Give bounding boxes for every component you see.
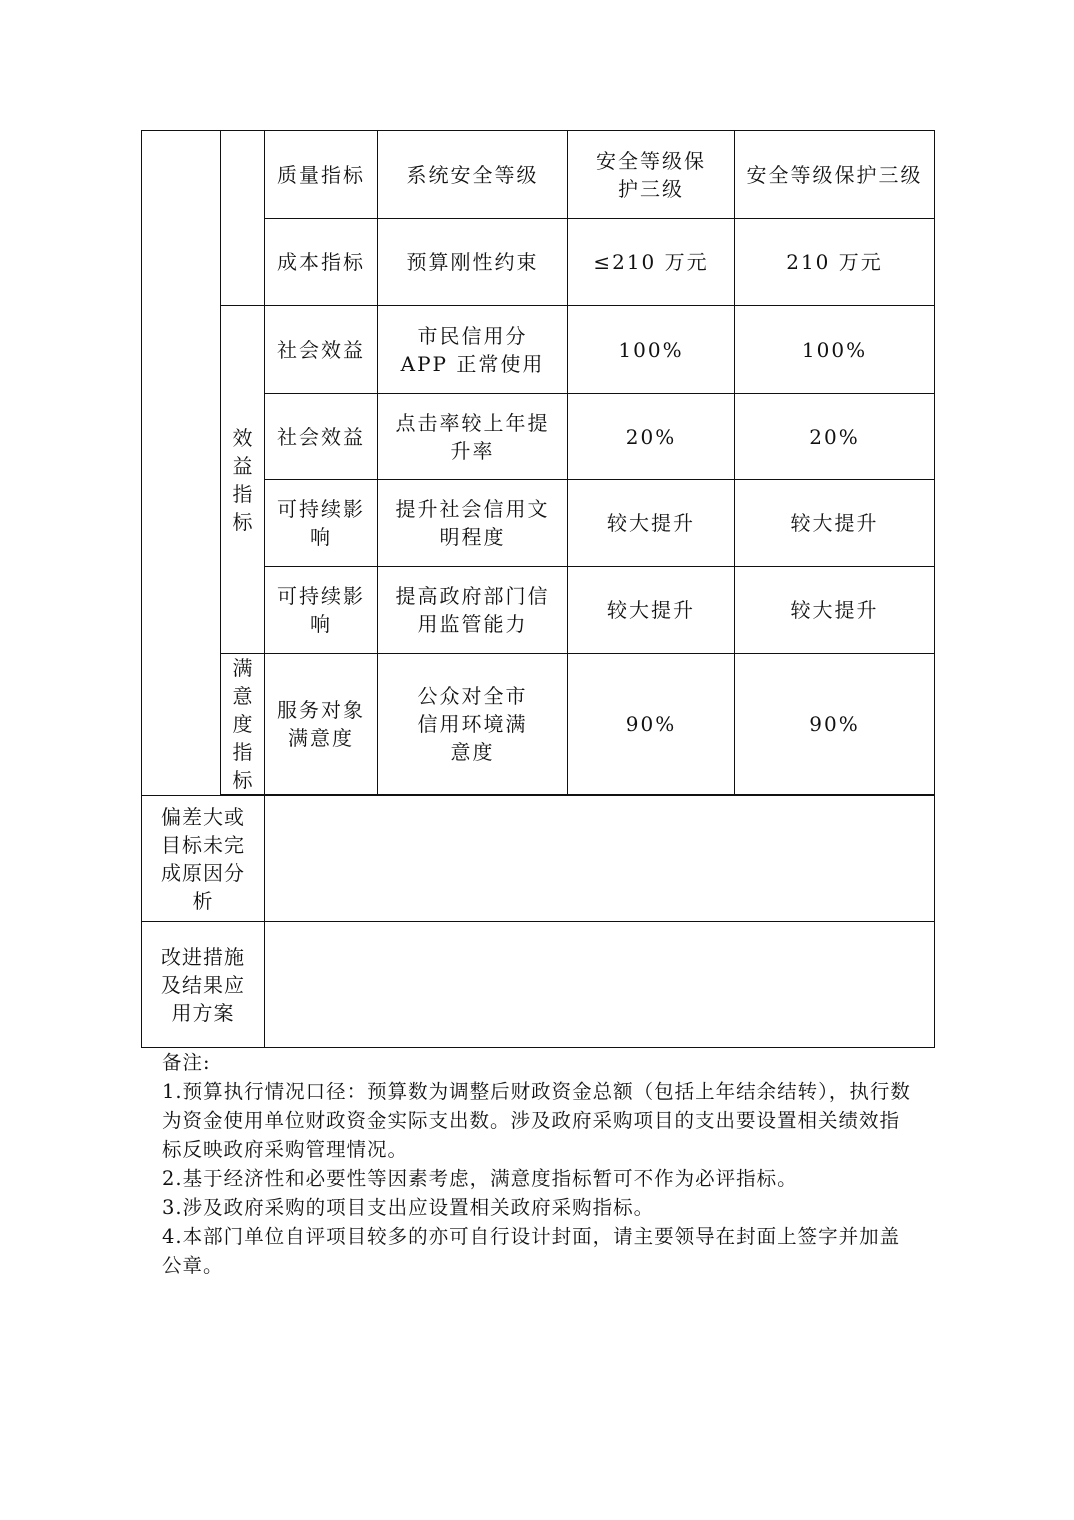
item-text: 公众对全市信用环境满意度 bbox=[417, 684, 528, 764]
satisfaction-group-cell bbox=[221, 654, 265, 795]
item-cell bbox=[378, 654, 568, 795]
item-text: 市民信用分 APP 正常使用 bbox=[400, 323, 545, 376]
benefit-group-cell bbox=[221, 306, 265, 654]
actual-cell: 20% bbox=[735, 394, 935, 480]
table-row bbox=[142, 131, 935, 219]
table-row bbox=[142, 654, 935, 795]
satisfaction-group-label: 满意度指标 bbox=[232, 656, 253, 792]
blank-category-cell bbox=[142, 131, 221, 796]
actual-cell: 90% bbox=[735, 654, 935, 795]
note-item: 1.预算执行情况口径：预算数为调整后财政资金总额（包括上年结余结转），执行数为资金使用单位财政资金实际支出数。涉及政府采购项目的支出要设置相关绩效指标反映政府采购管理情况。 bbox=[162, 1080, 911, 1161]
note-item: 3.涉及政府采购的项目支出应设置相关政府采购指标。 bbox=[162, 1196, 655, 1219]
actual-cell: 较大提升 bbox=[735, 567, 935, 654]
indicator-cell: 社会效益 bbox=[265, 394, 378, 480]
item-cell bbox=[378, 567, 568, 654]
indicator-cell bbox=[265, 654, 378, 795]
deviation-label-cell bbox=[142, 796, 265, 922]
notes-title: 备注: bbox=[162, 1051, 211, 1074]
indicator-text: 服务对象满意度 bbox=[277, 698, 365, 750]
target-cell: 90% bbox=[568, 654, 735, 795]
target-text: 安全等级保护三级 bbox=[596, 148, 706, 201]
improvement-label-cell bbox=[142, 922, 265, 1048]
indicator-cell: 质量指标 bbox=[265, 131, 378, 219]
item-text: 提高政府部门信用监管能力 bbox=[395, 584, 550, 636]
target-cell: 100% bbox=[568, 306, 735, 394]
actual-cell: 安全等级保护三级 bbox=[735, 131, 935, 219]
item-text: 点击率较上年提升率 bbox=[395, 410, 550, 463]
indicator-cell bbox=[265, 480, 378, 567]
indicator-text: 可持续影响 bbox=[277, 497, 365, 549]
deviation-value-cell bbox=[265, 796, 935, 922]
note-item: 4.本部门单位自评项目较多的亦可自行设计封面，请主要领导在封面上签字并加盖公章。 bbox=[162, 1225, 901, 1277]
item-cell bbox=[378, 480, 568, 567]
target-cell bbox=[568, 131, 735, 219]
improvement-label: 改进措施及结果应用方案 bbox=[161, 944, 245, 1025]
target-cell: 较大提升 bbox=[568, 567, 735, 654]
actual-cell: 210 万元 bbox=[735, 219, 935, 306]
table-row bbox=[142, 796, 935, 922]
indicator-cell bbox=[265, 567, 378, 654]
note-item: 2.基于经济性和必要性等因素考虑，满意度指标暂可不作为必评指标。 bbox=[162, 1167, 798, 1190]
actual-cell: 较大提升 bbox=[735, 480, 935, 567]
target-cell: 较大提升 bbox=[568, 480, 735, 567]
item-cell bbox=[378, 306, 568, 394]
indicator-cell: 成本指标 bbox=[265, 219, 378, 306]
item-cell: 预算刚性约束 bbox=[378, 219, 568, 306]
item-text: 提升社会信用文明程度 bbox=[395, 497, 550, 549]
indicator-text: 可持续影响 bbox=[277, 584, 365, 636]
table-row bbox=[142, 922, 935, 1048]
item-cell bbox=[378, 394, 568, 480]
improvement-value-cell bbox=[265, 922, 935, 1048]
indicator-cell: 社会效益 bbox=[265, 306, 378, 394]
benefit-group-label: 效益指标 bbox=[232, 425, 253, 534]
deviation-label: 偏差大或目标未完成原因分析 bbox=[161, 804, 245, 913]
blank-subcategory-cell bbox=[221, 131, 265, 306]
table-row bbox=[142, 306, 935, 394]
item-cell: 系统安全等级 bbox=[378, 131, 568, 219]
notes-section bbox=[162, 1048, 914, 1280]
performance-table bbox=[141, 130, 935, 1048]
target-cell: 20% bbox=[568, 394, 735, 480]
target-cell: ≤210 万元 bbox=[568, 219, 735, 306]
actual-cell: 100% bbox=[735, 306, 935, 394]
